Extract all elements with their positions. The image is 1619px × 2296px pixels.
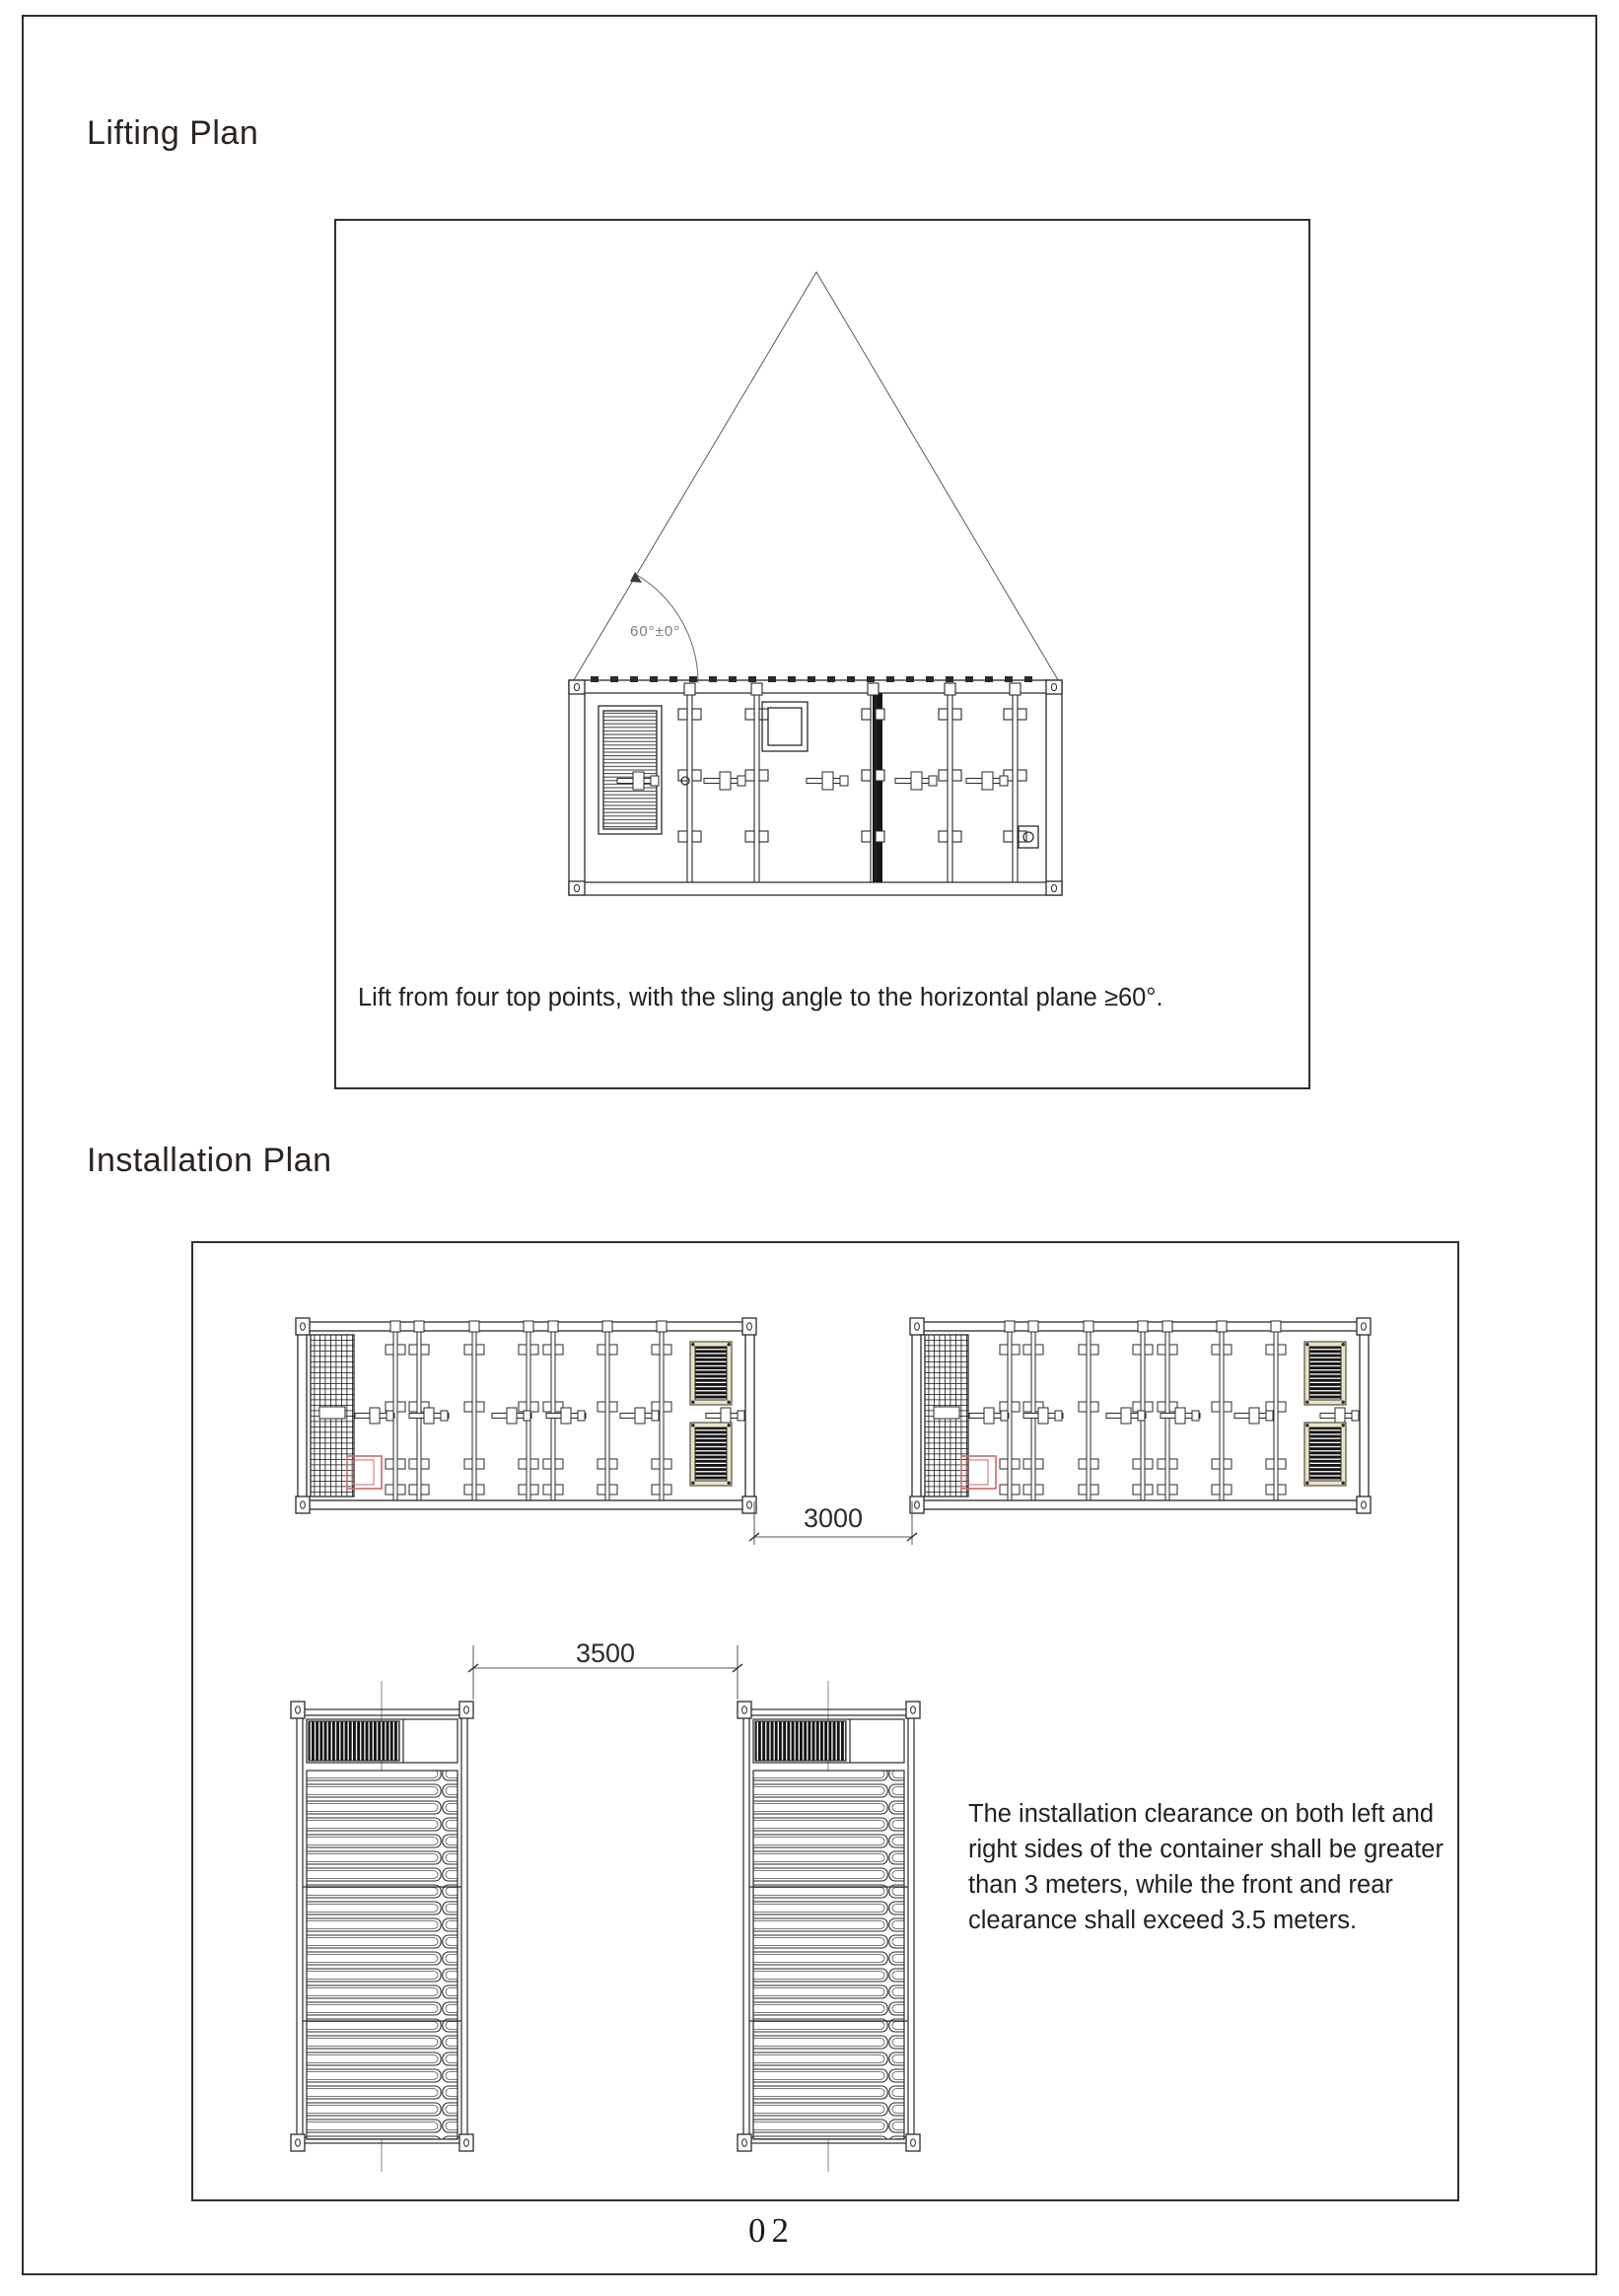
corner-casting [1046,881,1062,895]
roof-tick-row [591,676,1032,682]
corner-casting [569,680,585,694]
lifting-plan-figure [334,219,1310,1089]
door-center-gap [862,683,884,882]
door-handle [704,772,745,790]
end-clearance-dim-label: 3000 [803,1503,864,1533]
lifting-diagram [336,221,1308,1087]
door-post [745,683,768,882]
container-side-elevation [569,676,1062,895]
container-side-view-right [910,1318,1371,1513]
installation-diagram [193,1243,1457,2199]
louver-vent [598,706,662,834]
side-clearance-dim-label: 3500 [575,1638,636,1668]
installation-plan-heading: Installation Plan [87,1142,332,1179]
container-roof-view-left [291,1681,473,2172]
container-roof-view-right [738,1681,920,2172]
door-post [939,683,961,882]
sling-lines [572,272,1060,683]
installation-plan-figure [191,1241,1459,2201]
corner-casting [1046,680,1062,694]
sling-angle-label: 60°±0° [630,623,681,640]
door-handle [807,772,848,790]
door-handle [895,772,937,790]
container-side-view-left [296,1318,756,1513]
installation-note: The installation clearance on both left and right sides of the container shall be greater than 3 meters, while the front and rear clearance shall exceed 3.5 meters. [968,1800,1443,1934]
inspection-window [762,702,808,751]
door-handle [966,772,1008,790]
lifting-plan-heading: Lifting Plan [87,114,259,152]
corner-casting [569,881,585,895]
page-number: 02 [748,2211,795,2250]
lifting-caption: Lift from four top points, with the sling angle to the horizontal plane ≥60°. [358,984,1163,1011]
